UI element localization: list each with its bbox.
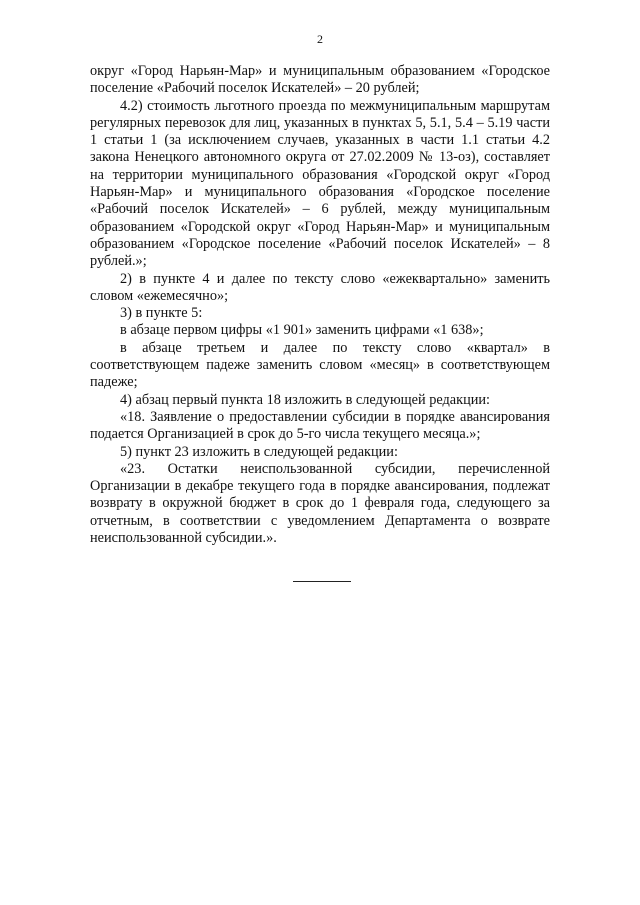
paragraph-item-3-abzac-1: в абзаце первом цифры «1 901» заменить цифрами «1 638»; bbox=[120, 322, 484, 339]
paragraph-item-3-abzac-3: в абзаце третьем и далее по тексту слово «квартал» в соответствующем падеже заменить словом «месяц» в соответствующем падеже; bbox=[90, 339, 550, 391]
document-body bbox=[90, 63, 550, 547]
paragraph-item-4: 4) абзац первый пункта 18 изложить в следующей редакции: bbox=[120, 391, 491, 408]
end-of-document-rule bbox=[293, 581, 351, 582]
paragraph-continuation: округ «Город Нарьян-Мар» и муниципальным образованием «Городское поселение «Рабочий поселок Искателей» – 20 рублей; bbox=[90, 63, 550, 97]
paragraph-item-3: 3) в пункте 5: bbox=[120, 305, 203, 322]
paragraph-item-5: 5) пункт 23 изложить в следующей редакции: bbox=[120, 443, 398, 460]
paragraph-quote-23: «23. Остатки неиспользованной субсидии, перечисленной Организации в декабре текущего года в порядке авансирования, подлежат возврату в окружной бюджет в срок до 1 февраля года, следующего за отчетным, в соответствии с уведомлением Департамента о возврате неиспользованной субсидии.». bbox=[90, 460, 550, 547]
paragraph-item-4-2: 4.2) стоимость льготного проезда по межмуниципальным маршрутам регулярных перевозок для лиц, указанных в пунктах 5, 5.1, 5.4 – 5.19 части 1 статьи 1 (за исключением случаев, указанных в части 1.1 статьи 4.2 закона Ненецкого автономного округа от 27.02.2009 № 13-оз), составляет на территории муниципального образования «Городской округ «Город Нарьян-Мар» и муниципального образования «Городское поселение «Рабочий поселок Искателей» – 6 рублей, между муниципальным образованием «Городской округ «Город Нарьян-Мар» и муниципальным образованием «Городское поселение «Рабочий поселок Искателей» – 8 рублей.»; bbox=[90, 97, 550, 270]
paragraph-item-2: 2) в пункте 4 и далее по тексту слово «ежеквартально» заменить словом «ежемесячно»; bbox=[90, 270, 550, 304]
page-number: 2 bbox=[317, 32, 323, 46]
paragraph-quote-18: «18. Заявление о предоставлении субсидии в порядке авансирования подается Организацией в срок до 5-го числа текущего месяца.»; bbox=[90, 408, 550, 443]
